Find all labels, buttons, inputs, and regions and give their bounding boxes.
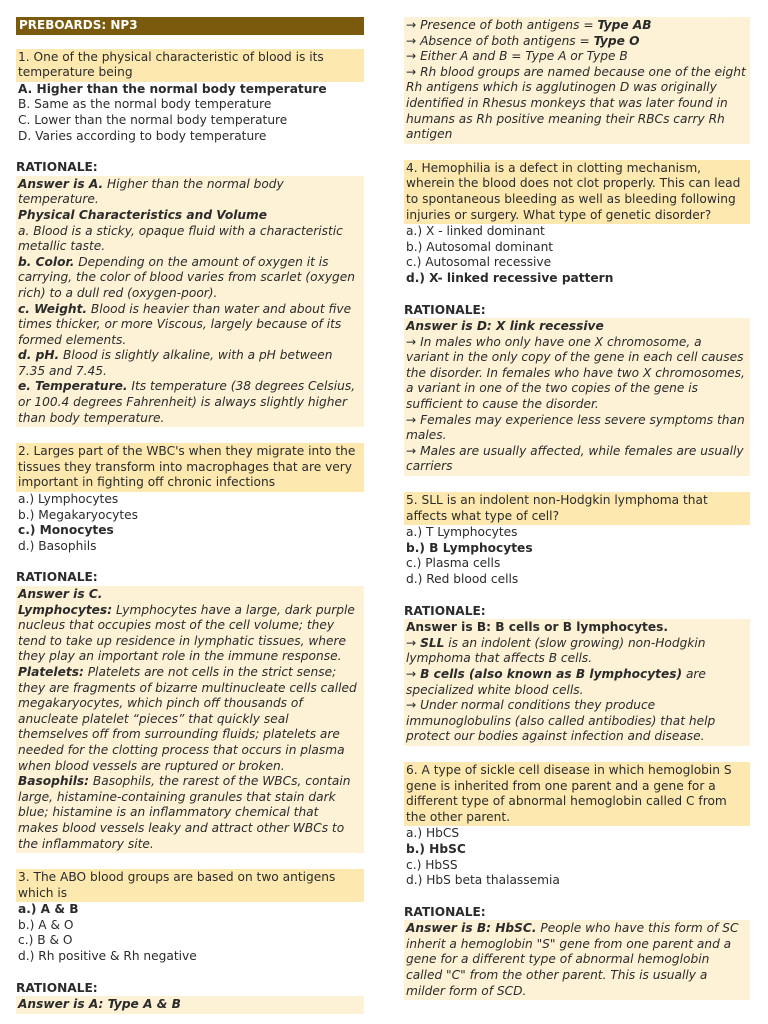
question-1-option-c: C. Lower than the normal body temperature	[18, 112, 288, 127]
rationale-2-title: RATIONALE:	[16, 570, 98, 585]
question-3-option-d: d.) Rh positive & Rh negative	[18, 949, 197, 964]
rationale-3-line-1-bold: Type AB	[597, 18, 652, 32]
rationale-3-answer: Answer is A: Type A & B	[16, 996, 364, 1014]
question-2	[16, 443, 364, 554]
rationale-2	[16, 570, 364, 853]
rationale-1-answer-text: Higher than the normal body temperature.	[18, 176, 284, 207]
rationale-3-line-3: → Either A and B = Type A or Type B	[406, 49, 628, 64]
question-5-text: 5. SLL is an indolent non-Hodgkin lymphoma that affects what type of cell?	[404, 492, 750, 525]
question-5-option-b: b.) B Lymphocytes	[406, 540, 533, 555]
rationale-2-platelets-label: Platelets:	[18, 664, 84, 679]
question-5-option-c: c.) Plasma cells	[406, 556, 501, 571]
question-1-option-d: D. Varies according to body temperature	[18, 128, 267, 143]
rationale-1	[16, 160, 364, 427]
rationale-5-line-3: → Under normal conditions they produce immunoglobulins (also called antibodies) that help protect our bodies against infection and disease.	[406, 698, 716, 744]
question-4-text: 4. Hemophilia is a defect in clotting mechanism, wherein the blood does not clot properly. This can lead to spontaneous bleeding as well as bleeding following injuries or surgery. What type of genetic disorder?	[404, 160, 750, 224]
question-1-option-b: B. Same as the normal body temperature	[18, 97, 272, 112]
rationale-1-temp-text: Its temperature (38 degrees Celsius, or 100.4 degrees Fahrenheit) is always slightly higher than body temperature.	[18, 379, 356, 425]
question-6-option-a: a.) HbCS	[406, 826, 460, 841]
rationale-4	[404, 303, 750, 477]
rationale-6-answer-text: People who have this form of SC inherit a hemoglobin "S" gene from one parent and a gene for a different type of abnormal hemoglobin called "C" from the other parent. This is usually a milder form of SCD.	[406, 921, 739, 998]
rationale-1-color-text: Depending on the amount of oxygen it is carrying, the color of blood varies from scarlet (oxygen rich) to a dull red (oxygen-poor).	[18, 254, 355, 300]
rationale-1-answer: Answer is A.	[18, 176, 104, 191]
question-2-text: 2. Larges part of the WBC's when they migrate into the tissues they transform into macrophages that are very important in fighting off chronic infections	[16, 443, 364, 492]
question-5	[404, 492, 750, 588]
rationale-5-answer: Answer is B: B cells or B lymphocytes.	[406, 620, 668, 635]
rationale-4-body	[404, 318, 750, 476]
rationale-6-title: RATIONALE:	[404, 904, 486, 919]
question-5-option-a: a.) T Lymphocytes	[406, 525, 518, 540]
question-3-text: 3. The ABO blood groups are based on two antigens which is	[16, 869, 364, 902]
question-6-text: 6. A type of sickle cell disease in which hemoglobin S gene is inherited from one parent and a gene for a different type of abnormal hemoglobin called C from the other parent.	[404, 762, 750, 826]
rationale-3-start	[16, 981, 364, 1014]
rationale-5-body	[404, 619, 750, 746]
rationale-1-body	[16, 176, 364, 428]
question-1-option-a: A. Higher than the normal body temperature	[18, 81, 327, 96]
rationale-2-body	[16, 586, 364, 853]
rationale-2-basophils-text: Basophils, the rarest of the WBCs, contain large, histamine-containing granules that stain dark blue; histamine is an inflammatory chemical that makes blood vessels leaky and attract other WBCs to the inflammatory site.	[18, 774, 351, 851]
rationale-1-ph-label: d. pH.	[18, 348, 60, 363]
rationale-1-subheading: Physical Characteristics and Volume	[18, 207, 268, 222]
question-6-option-b: b.) HbSC	[406, 841, 466, 856]
rationale-1-weight-text: Blood is heavier than water and about five times thicker, or more Viscous, largely because of its formed elements.	[18, 301, 352, 347]
rationale-6	[404, 905, 750, 1001]
rationale-4-title: RATIONALE:	[404, 302, 486, 317]
question-4-option-a: a.) X - linked dominant	[406, 224, 545, 239]
question-2-option-b: b.) Megakaryocytes	[18, 507, 138, 522]
question-1	[16, 49, 364, 145]
rationale-1-ph-text: Blood is slightly alkaline, with a pH between 7.35 and 7.45.	[18, 348, 333, 378]
rationale-6-body	[404, 920, 750, 1000]
rationale-2-basophils-label: Basophils:	[18, 774, 90, 789]
rationale-1-weight-label: c. Weight.	[18, 301, 88, 316]
rationale-5-title: RATIONALE:	[404, 603, 486, 618]
rationale-4-line-1: → In males who only have one X chromosome, a variant in the only copy of the gene in each cell causes the disorder. In females who have two X chromosomes, a variant in one of the two copies of the gene is sufficient to cause the disorder.	[406, 334, 745, 412]
rationale-3-continued	[404, 17, 750, 144]
rationale-3-line-4: → Rh blood groups are named because one of the eight Rh antigens which is agglutinogen D was originally identified in Rhesus monkeys that was later found in humans as Rh positive meaning their RBCs carry Rh antigen	[406, 64, 746, 142]
left-column	[16, 17, 364, 1014]
question-4	[404, 160, 750, 287]
question-3-option-c: c.) B & O	[18, 933, 73, 948]
question-1-text: 1. One of the physical characteristic of blood is its temperature being	[16, 49, 364, 82]
rationale-3-title: RATIONALE:	[16, 980, 98, 995]
rationale-6-answer: Answer is B: HbSC.	[406, 921, 537, 936]
rationale-5-line-2-bold: B cells (also known as B lymphocytes)	[420, 666, 683, 681]
question-6-option-c: c.) HbSS	[406, 857, 458, 872]
question-3	[16, 869, 364, 965]
rationale-4-line-3: → Males are usually affected, while females are usually carriers	[406, 443, 744, 474]
rationale-5-line-1-bold: SLL	[420, 635, 445, 650]
rationale-5-line-1-text: is an indolent (slow growing) non-Hodgkin lymphoma that affects B cells.	[406, 635, 706, 666]
rationale-5-line-2-arrow: →	[406, 666, 421, 681]
question-4-option-b: b.) Autosomal dominant	[406, 239, 554, 254]
rationale-2-lymphocytes-text: Lymphocytes have a large, dark purple nucleus that occupies most of the cell volume; they tend to take up residence in lymphatic tissues, where they play an important role in the immune response.	[18, 602, 355, 664]
rationale-5-line-2-text: are specialized white blood cells.	[406, 666, 706, 697]
rationale-3-line-2-bold: Type O	[593, 33, 640, 48]
rationale-2-platelets-text: Platelets are not cells in the strict sense; they are fragments of bizarre multinucleate cells called megakaryocytes, which pinch off thousands of anucleate platelet “pieces” that quickly seal themselves off from surrounding fluids; platelets are needed for the clotting process that occurs in plasma when blood vessels are ruptured or broken.	[18, 664, 357, 773]
rationale-3-line-1: → Presence of both antigens =	[406, 18, 598, 32]
question-6-option-d: d.) HbS beta thalassemia	[406, 873, 560, 888]
rationale-2-answer: Answer is C.	[18, 587, 103, 601]
question-4-option-d: d.) X- linked recessive pattern	[406, 270, 614, 285]
question-3-option-b: b.) A & O	[18, 917, 74, 932]
rationale-1-title: RATIONALE:	[16, 160, 98, 175]
rationale-4-answer: Answer is D: X link recessive	[406, 319, 604, 334]
question-4-option-c: c.) Autosomal recessive	[406, 255, 552, 270]
rationale-3-line-2: → Absence of both antigens =	[406, 33, 594, 48]
question-5-option-d: d.) Red blood cells	[406, 572, 519, 586]
question-6	[404, 762, 750, 889]
rationale-1-color-label: b. Color.	[18, 254, 75, 269]
rationale-5-line-1-arrow: →	[406, 635, 421, 650]
question-2-option-d: d.) Basophils	[18, 538, 97, 553]
rationale-5	[404, 604, 750, 746]
question-2-option-c: c.) Monocytes	[18, 523, 114, 538]
rationale-1-item-a: a. Blood is a sticky, opaque fluid with a characteristic metallic taste.	[18, 223, 343, 254]
rationale-2-lymphocytes-label: Lymphocytes:	[18, 602, 113, 617]
rationale-1-temp-label: e. Temperature.	[18, 379, 128, 394]
question-2-option-a: a.) Lymphocytes	[18, 492, 119, 507]
document-header: PREBOARDS: NP3	[16, 17, 364, 35]
right-column	[404, 17, 750, 1000]
rationale-4-line-2: → Females may experience less severe symptoms than males.	[406, 412, 745, 443]
question-3-option-a: a.) A & B	[18, 902, 79, 917]
